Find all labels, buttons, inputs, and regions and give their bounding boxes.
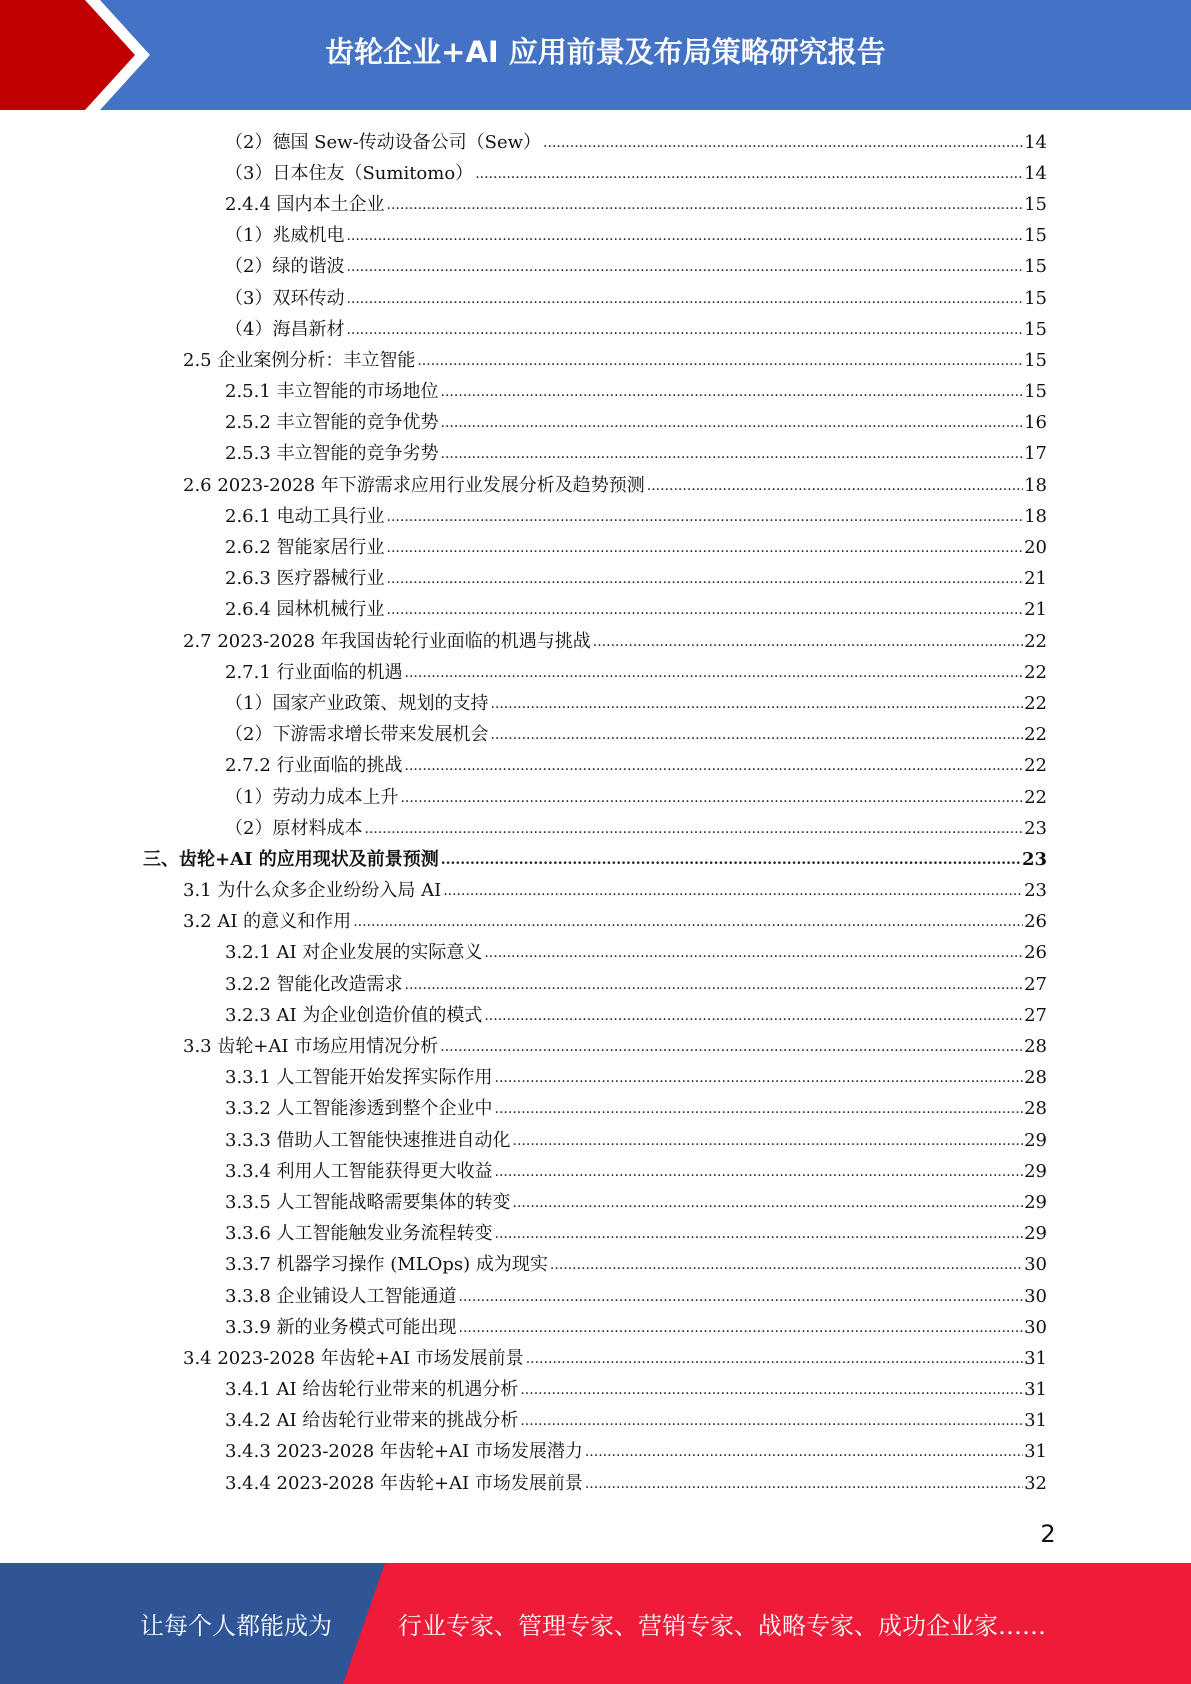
toc-entry-label: 3.4.3 2023-2028 年齿轮+AI 市场发展潜力 [225,1441,583,1463]
toc-dot-leader [441,443,1024,465]
footer-slogan-right: 行业专家、管理专家、营销专家、战略专家、成功企业家…… [398,1612,1046,1640]
toc-dot-leader [441,849,1021,871]
toc-entry[interactable] [225,1000,1047,1031]
toc-entry-label: 3.3 齿轮+AI 市场应用情况分析 [183,1036,439,1058]
toc-entry-page: 31 [1024,1410,1047,1432]
toc-entry-label: 3.2.3 AI 为企业创造价值的模式 [225,1004,483,1026]
toc-entry-page: 22 [1024,630,1047,652]
toc-entry[interactable] [225,1312,1047,1343]
toc-entry-page: 14 [1024,162,1047,184]
toc-entry-page: 15 [1024,381,1047,403]
toc-entry-label: （1）兆威机电 [225,225,345,247]
toc-dot-leader [513,1192,1024,1214]
toc-entry[interactable] [225,1406,1047,1437]
toc-entry[interactable] [225,782,1047,813]
toc-dot-leader [346,319,1023,341]
toc-entry-label: 3.2.2 智能化改造需求 [225,973,403,995]
toc-entry-label: （4）海昌新材 [225,318,345,340]
toc-dot-leader [484,942,1023,964]
toc-entry-page: 29 [1024,1160,1047,1182]
toc-entry-page: 26 [1024,942,1047,964]
page-footer [0,1563,1191,1684]
toc-entry-label: 3.3.2 人工智能渗透到整个企业中 [225,1098,493,1120]
toc-entry[interactable] [225,1094,1047,1125]
toc-entry-label: （2）德国 Sew-传动设备公司（Sew） [225,131,542,153]
toc-entry-label: 3.2 AI 的意义和作用 [183,911,352,933]
toc-entry[interactable] [143,844,1047,875]
toc-entry-page: 31 [1024,1441,1047,1463]
toc-dot-leader [490,724,1023,746]
toc-entry-label: 2.6.1 电动工具行业 [225,505,385,527]
toc-entry-label: 2.5.2 丰立智能的竞争优势 [225,412,439,434]
toc-entry-page: 22 [1024,755,1047,777]
toc-entry-page: 30 [1024,1285,1047,1307]
toc-entry-page: 29 [1024,1223,1047,1245]
toc-entry[interactable] [225,1250,1047,1281]
toc-entry[interactable] [225,532,1047,563]
toc-entry-label: （2）绿的谐波 [225,256,345,278]
toc-entry[interactable] [183,1031,1047,1062]
toc-entry-page: 32 [1024,1472,1047,1494]
toc-entry[interactable] [225,595,1047,626]
toc-entry-label: 3.3.3 借助人工智能快速推进自动化 [225,1129,511,1151]
toc-entry-label: 2.5 企业案例分析：丰立智能 [183,349,416,371]
toc-entry-label: 2.4.4 国内本土企业 [225,193,385,215]
toc-dot-leader [441,381,1024,403]
toc-entry-label: 3.3.7 机器学习操作 (MLOps) 成为现实 [225,1254,548,1276]
toc-dot-leader [405,974,1024,996]
toc-entry-label: 三、齿轮+AI 的应用现状及前景预测 [143,848,439,870]
toc-entry[interactable] [183,345,1047,376]
toc-entry[interactable] [225,1281,1047,1312]
toc-entry[interactable] [225,408,1047,439]
toc-entry[interactable] [225,1437,1047,1468]
toc-dot-leader [459,1317,1024,1339]
toc-entry[interactable] [225,1187,1047,1218]
toc-entry[interactable] [225,969,1047,1000]
toc-entry[interactable] [183,470,1047,501]
page-header [0,0,1191,110]
toc-entry[interactable] [183,876,1047,907]
toc-dot-leader [520,1410,1023,1432]
toc-entry-page: 23 [1024,880,1047,902]
report-title: 齿轮企业+AI 应用前景及布局策略研究报告 [325,34,886,69]
toc-dot-leader [387,194,1024,216]
toc-entry-page: 28 [1024,1067,1047,1089]
toc-entry-label: （1）劳动力成本上升 [225,786,399,808]
toc-entry-page: 15 [1024,225,1047,247]
toc-entry[interactable] [225,127,1047,158]
toc-entry-page: 23 [1021,848,1047,870]
toc-dot-leader [364,818,1023,840]
toc-dot-leader [417,350,1023,372]
toc-entry[interactable] [225,1219,1047,1250]
toc-dot-leader [387,599,1024,621]
toc-dot-leader [585,1473,1023,1495]
toc-entry-page: 28 [1024,1036,1047,1058]
toc-dot-leader [440,1036,1023,1058]
toc-entry-page: 23 [1024,817,1047,839]
toc-dot-leader [495,1098,1024,1120]
toc-entry-page: 26 [1024,911,1047,933]
toc-dot-leader [513,1130,1024,1152]
toc-entry-label: 3.4.4 2023-2028 年齿轮+AI 市场发展前景 [225,1472,583,1494]
toc-entry-page: 15 [1024,349,1047,371]
toc-entry-page: 31 [1024,1347,1047,1369]
toc-entry[interactable] [225,938,1047,969]
toc-entry-label: （1）国家产业政策、规划的支持 [225,692,489,714]
toc-entry[interactable] [225,657,1047,688]
toc-entry-label: 2.7 2023-2028 年我国齿轮行业面临的机遇与挑战 [183,630,591,652]
toc-entry-label: 2.7.1 行业面临的机遇 [225,661,403,683]
toc-entry-label: 3.2.1 AI 对企业发展的实际意义 [225,942,483,964]
toc-entry-label: 2.6.3 医疗器械行业 [225,568,385,590]
toc-dot-leader [400,787,1023,809]
toc-entry[interactable] [225,1156,1047,1187]
toc-entry[interactable] [183,907,1047,938]
toc-entry-label: 3.3.5 人工智能战略需要集体的转变 [225,1191,511,1213]
toc-entry-label: 3.1 为什么众多企业纷纷入局 AI [183,880,442,902]
toc-dot-leader [353,911,1023,933]
toc-entry-page: 29 [1024,1191,1047,1213]
toc-entry[interactable] [225,1468,1047,1499]
toc-entry-label: 2.6 2023-2028 年下游需求应用行业发展分析及趋势预测 [183,474,645,496]
toc-dot-leader [543,132,1023,154]
toc-entry-page: 18 [1024,474,1047,496]
toc-entry-page: 27 [1024,1004,1047,1026]
toc-entry[interactable] [225,189,1047,220]
toc-entry-label: （3）双环传动 [225,287,345,309]
toc-entry[interactable] [225,1063,1047,1094]
toc-entry[interactable] [225,720,1047,751]
toc-entry-page: 20 [1024,537,1047,559]
toc-entry-page: 29 [1024,1129,1047,1151]
toc-dot-leader [346,288,1023,310]
toc-dot-leader [387,537,1024,559]
toc-entry-page: 15 [1024,287,1047,309]
toc-entry-page: 22 [1024,692,1047,714]
toc-entry-label: 2.6.4 园林机械行业 [225,599,385,621]
toc-entry[interactable] [183,1343,1047,1374]
toc-entry-page: 28 [1024,1098,1047,1120]
toc-entry-page: 15 [1024,318,1047,340]
toc-entry-page: 21 [1024,568,1047,590]
toc-entry[interactable] [225,439,1047,470]
toc-entry-page: 18 [1024,505,1047,527]
toc-entry[interactable] [183,626,1047,657]
toc-dot-leader [405,755,1024,777]
toc-entry-label: 2.5.3 丰立智能的竞争劣势 [225,443,439,465]
toc-dot-leader [585,1441,1023,1463]
toc-dot-leader [387,568,1024,590]
footer-slogan-left: 让每个人都能成为 [140,1612,332,1640]
toc-dot-leader [490,693,1023,715]
toc-dot-leader [441,412,1024,434]
toc-entry-label: 3.4.1 AI 给齿轮行业带来的机遇分析 [225,1379,519,1401]
toc-dot-leader [593,631,1023,653]
toc-entry-label: 2.6.2 智能家居行业 [225,537,385,559]
toc-dot-leader [647,475,1023,497]
toc-entry-page: 31 [1024,1379,1047,1401]
toc-entry[interactable] [225,252,1047,283]
toc-entry-page: 14 [1024,131,1047,153]
toc-entry[interactable] [225,501,1047,532]
toc-dot-leader [484,1005,1023,1027]
page-number: 2 [1040,1520,1056,1548]
toc-dot-leader [550,1254,1023,1276]
toc-entry-page: 22 [1024,724,1047,746]
toc-entry-label: 3.3.6 人工智能触发业务流程转变 [225,1223,493,1245]
toc-entry-page: 15 [1024,256,1047,278]
toc-entry-label: 2.5.1 丰立智能的市场地位 [225,381,439,403]
toc-entry-label: 3.4.2 AI 给齿轮行业带来的挑战分析 [225,1410,519,1432]
toc-entry-page: 15 [1024,193,1047,215]
toc-entry-label: 3.4 2023-2028 年齿轮+AI 市场发展前景 [183,1347,524,1369]
toc-entry-page: 21 [1024,599,1047,621]
toc-entry-label: 3.3.9 新的业务模式可能出现 [225,1316,457,1338]
toc-entry[interactable] [225,283,1047,314]
toc-entry-page: 30 [1024,1254,1047,1276]
toc-entry[interactable] [225,158,1047,189]
toc-entry-page: 22 [1024,661,1047,683]
toc-dot-leader [346,225,1023,247]
toc-entry[interactable] [225,377,1047,408]
toc-dot-leader [495,1067,1024,1089]
toc-entry-page: 22 [1024,786,1047,808]
toc-entry-page: 16 [1024,412,1047,434]
toc-dot-leader [346,256,1023,278]
toc-entry-label: （2）原材料成本 [225,817,363,839]
toc-entry[interactable] [225,1375,1047,1406]
toc-entry-label: （2）下游需求增长带来发展机会 [225,724,489,746]
toc-entry[interactable] [225,564,1047,595]
toc-entry-label: 2.7.2 行业面临的挑战 [225,755,403,777]
toc-dot-leader [475,163,1023,185]
toc-entry[interactable] [225,314,1047,345]
toc-entry[interactable] [225,1125,1047,1156]
toc-entry[interactable] [225,221,1047,252]
table-of-contents [0,127,1191,1499]
toc-entry-label: 3.3.1 人工智能开始发挥实际作用 [225,1067,493,1089]
toc-dot-leader [495,1161,1024,1183]
toc-dot-leader [520,1379,1023,1401]
toc-entry[interactable] [225,813,1047,844]
toc-entry-page: 30 [1024,1316,1047,1338]
toc-dot-leader [387,506,1024,528]
toc-dot-leader [405,662,1024,684]
toc-entry-label: （3）日本住友（Sumitomo） [225,162,474,184]
toc-entry-label: 3.3.4 利用人工智能获得更大收益 [225,1160,493,1182]
toc-dot-leader [443,880,1023,902]
toc-entry[interactable] [225,688,1047,719]
toc-entry-page: 27 [1024,973,1047,995]
toc-entry[interactable] [225,751,1047,782]
toc-entry-label: 3.3.8 企业铺设人工智能通道 [225,1285,457,1307]
toc-dot-leader [526,1348,1023,1370]
toc-dot-leader [459,1286,1024,1308]
toc-dot-leader [495,1223,1024,1245]
toc-entry-page: 17 [1024,443,1047,465]
